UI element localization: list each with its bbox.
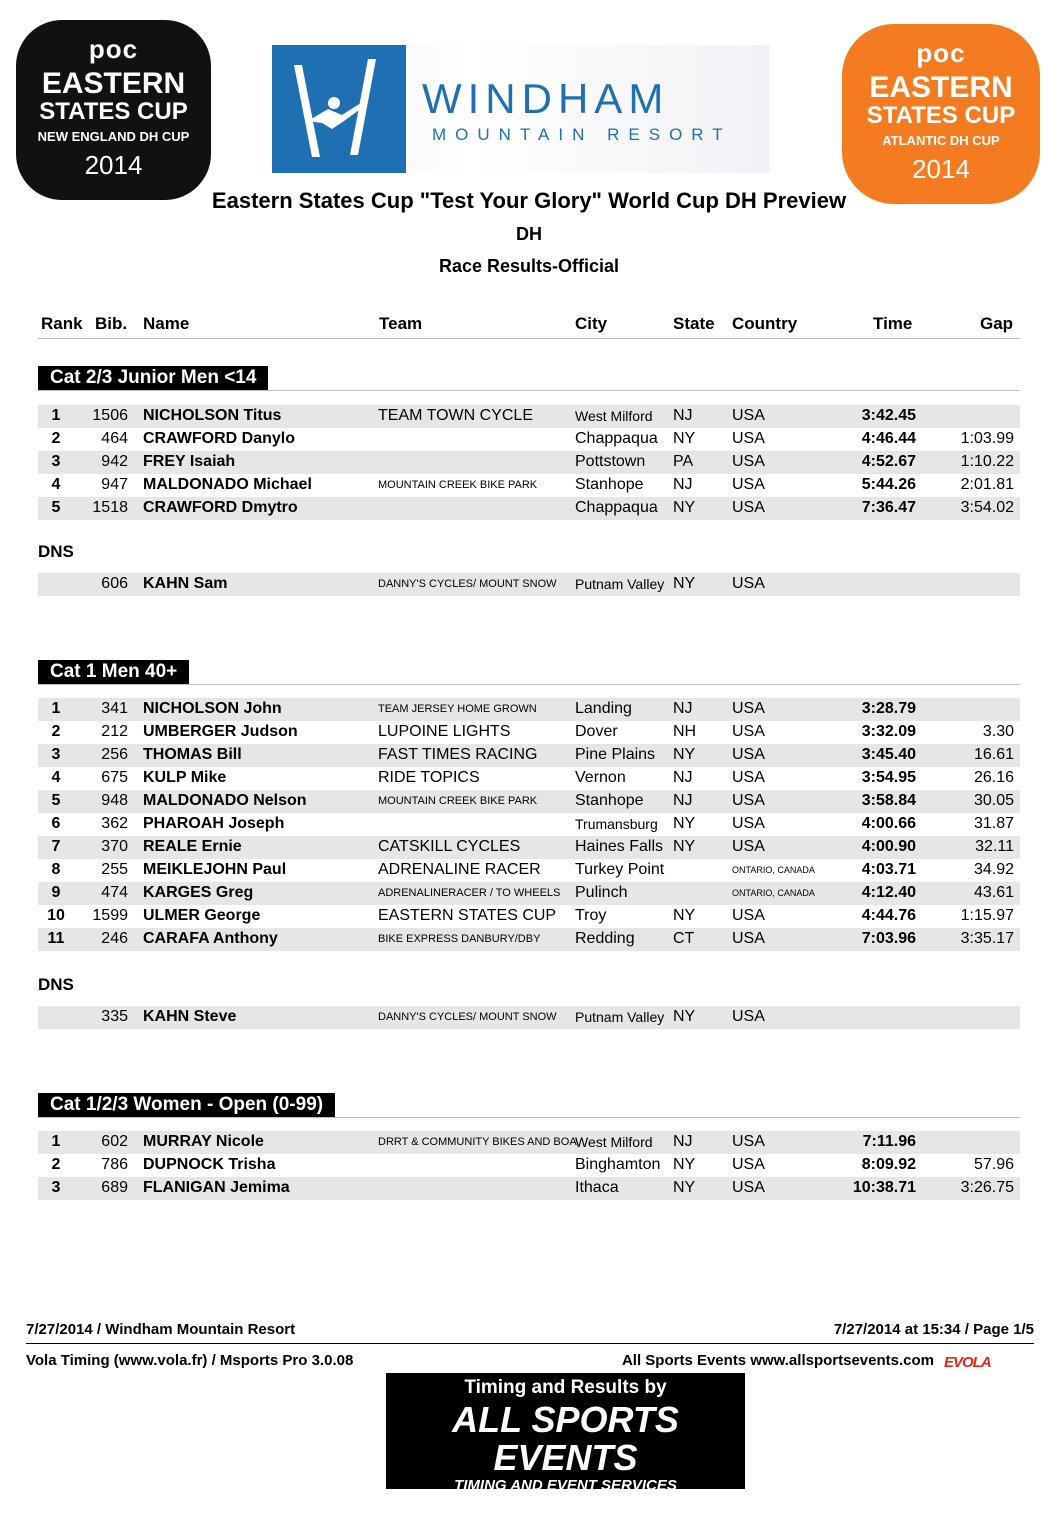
country-cell: USA bbox=[732, 930, 765, 947]
state-cell: NY bbox=[673, 838, 696, 855]
bib-cell: 948 bbox=[101, 792, 128, 809]
category-divider bbox=[38, 390, 1020, 391]
bib-cell: 1518 bbox=[92, 499, 128, 516]
country-cell: USA bbox=[732, 1179, 765, 1196]
city-cell: Turkey Point bbox=[575, 861, 665, 878]
category-divider bbox=[38, 1117, 1020, 1118]
rank-cell: 2 bbox=[51, 723, 61, 740]
country-cell: USA bbox=[732, 723, 765, 740]
time-cell: 4:00.90 bbox=[861, 838, 916, 855]
team-header: Team bbox=[379, 314, 423, 333]
state-cell: NY bbox=[673, 575, 696, 592]
windham-mountain-resort-logo: WINDHAM MOUNTAIN RESORT bbox=[272, 45, 770, 173]
team-cell: ADRENALINERACER / TO WHEELS bbox=[378, 887, 561, 899]
time-cell: 8:09.92 bbox=[861, 1156, 916, 1173]
team-cell: DANNY'S CYCLES/ MOUNT SNOW bbox=[378, 1011, 557, 1023]
city-cell: Haines Falls bbox=[575, 838, 664, 855]
poc-brand: poc bbox=[916, 38, 966, 68]
rank-cell: 3 bbox=[51, 453, 61, 470]
name-cell: CRAWFORD Danylo bbox=[143, 430, 295, 447]
name-cell: MALDONADO Nelson bbox=[143, 792, 307, 809]
table-row bbox=[38, 1131, 1020, 1154]
time-cell: 3:28.79 bbox=[861, 700, 916, 717]
team-cell: LUPOINE LIGHTS bbox=[378, 723, 511, 740]
city-cell: Stanhope bbox=[575, 792, 644, 809]
bib-cell: 786 bbox=[101, 1156, 128, 1173]
city-cell: Ithaca bbox=[575, 1179, 619, 1196]
country-cell: USA bbox=[732, 453, 765, 470]
all-sports-events-banner: Timing and Results by ALL SPORTS EVENTS TIMING AND EVENT SERVICES www.allsportsevents.com bbox=[386, 1373, 745, 1489]
country-cell: USA bbox=[732, 746, 765, 763]
skier-icon bbox=[272, 45, 406, 173]
city-cell: West Milford bbox=[575, 408, 653, 424]
team-cell: MOUNTAIN CREEK BIKE PARK bbox=[378, 479, 538, 491]
table-row bbox=[38, 474, 1020, 497]
name-cell: NICHOLSON Titus bbox=[143, 407, 282, 424]
city-cell: Putnam Valley bbox=[575, 576, 665, 592]
dns-label: DNS bbox=[38, 542, 74, 561]
gap-cell: 2:01.81 bbox=[960, 476, 1014, 493]
bib-cell: 256 bbox=[101, 746, 128, 763]
country-cell: USA bbox=[732, 575, 765, 592]
gap-cell: 26.16 bbox=[973, 769, 1014, 786]
rank-cell: 1 bbox=[51, 1133, 61, 1150]
category-title: Cat 1/2/3 Women - Open (0-99) bbox=[38, 1093, 335, 1117]
time-cell: 10:38.71 bbox=[852, 1179, 916, 1196]
rank-header: Rank bbox=[41, 314, 83, 333]
time-cell: 3:45.40 bbox=[861, 746, 916, 763]
state-cell: NY bbox=[673, 746, 696, 763]
bib-cell: 689 bbox=[101, 1179, 128, 1196]
team-cell: TEAM TOWN CYCLE bbox=[378, 407, 533, 424]
time-cell: 4:03.71 bbox=[861, 861, 916, 878]
team-cell: EASTERN STATES CUP bbox=[378, 907, 557, 924]
gap-cell: 3:26.75 bbox=[960, 1179, 1014, 1196]
city-cell: Pottstown bbox=[575, 453, 646, 470]
column-headers bbox=[38, 314, 1020, 339]
name-header: Name bbox=[143, 314, 190, 333]
rank-cell: 7 bbox=[51, 838, 61, 855]
country-cell: USA bbox=[732, 499, 765, 516]
city-cell: Pulinch bbox=[575, 884, 628, 901]
vola-logo: EVOLA bbox=[944, 1354, 991, 1371]
time-header: Time bbox=[873, 314, 913, 333]
gap-cell: 32.11 bbox=[975, 838, 1014, 855]
time-cell: 3:54.95 bbox=[861, 769, 916, 786]
table-row bbox=[38, 721, 1020, 744]
bib-cell: 675 bbox=[101, 769, 128, 786]
name-cell: FLANIGAN Jemima bbox=[143, 1179, 290, 1196]
team-cell: FAST TIMES RACING bbox=[378, 746, 538, 763]
rank-cell: 2 bbox=[51, 430, 61, 447]
city-cell: Dover bbox=[575, 723, 618, 740]
table-row bbox=[38, 790, 1020, 813]
bib-cell: 255 bbox=[101, 861, 128, 878]
time-cell: 3:58.84 bbox=[861, 792, 916, 809]
state-cell: NY bbox=[673, 815, 696, 832]
results-subtitle: Race Results-Official bbox=[438, 256, 620, 276]
country-cell: USA bbox=[732, 1156, 765, 1173]
rank-cell: 5 bbox=[51, 499, 61, 516]
gap-cell: 3:54.02 bbox=[960, 499, 1014, 516]
city-cell: West Milford bbox=[575, 1134, 653, 1150]
gap-cell: 57.96 bbox=[973, 1156, 1014, 1173]
name-cell: MURRAY Nicole bbox=[143, 1133, 264, 1150]
country-cell: USA bbox=[732, 407, 765, 424]
bib-cell: 1599 bbox=[92, 907, 128, 924]
country-header: Country bbox=[732, 314, 798, 333]
table-row bbox=[38, 928, 1020, 951]
city-cell: Redding bbox=[575, 930, 635, 947]
bib-cell: 362 bbox=[101, 815, 128, 832]
rank-cell: 9 bbox=[51, 884, 61, 901]
bib-cell: 370 bbox=[101, 838, 128, 855]
table-row bbox=[38, 882, 1020, 905]
rank-cell: 1 bbox=[51, 700, 61, 717]
rank-cell: 8 bbox=[51, 861, 61, 878]
footer-date-venue-text: 7/27/2014 / Windham Mountain Resort bbox=[26, 1321, 296, 1338]
team-cell: DANNY'S CYCLES/ MOUNT SNOW bbox=[378, 578, 557, 590]
state-cell: NY bbox=[673, 1179, 696, 1196]
footer-sponsor: All Sports Events www.allsportsevents.com bbox=[621, 1352, 934, 1369]
state-cell: NY bbox=[673, 499, 696, 516]
bib-cell: 474 bbox=[101, 884, 128, 901]
time-cell: 7:36.47 bbox=[861, 499, 916, 516]
name-cell: DUPNOCK Trisha bbox=[143, 1156, 276, 1173]
table-row bbox=[38, 1177, 1020, 1200]
country-cell: USA bbox=[732, 769, 765, 786]
gap-cell: 43.61 bbox=[973, 884, 1014, 901]
table-row bbox=[38, 905, 1020, 928]
footer-page-info: 7/27/2014 at 15:34 / Page 1/5 bbox=[833, 1321, 1034, 1338]
country-cell: USA bbox=[732, 907, 765, 924]
name-cell: REALE Ernie bbox=[143, 838, 242, 855]
bib-cell: 606 bbox=[101, 575, 128, 592]
city-cell: Trumansburg bbox=[575, 816, 658, 832]
time-cell: 4:00.66 bbox=[861, 815, 916, 832]
bib-cell: 942 bbox=[101, 453, 128, 470]
name-cell: KAHN Sam bbox=[143, 575, 228, 592]
category-divider bbox=[38, 684, 1020, 685]
category-title: Cat 2/3 Junior Men <14 bbox=[38, 366, 268, 390]
rank-cell: 2 bbox=[51, 1156, 61, 1173]
table-row bbox=[38, 497, 1020, 520]
team-cell: DRRT & COMMUNITY BIKES AND BOA bbox=[378, 1136, 577, 1148]
time-cell: 3:42.45 bbox=[861, 407, 916, 424]
country-cell: ONTARIO, CANADA bbox=[732, 865, 815, 875]
country-cell: USA bbox=[732, 700, 765, 717]
table-row bbox=[38, 1154, 1020, 1177]
city-header: City bbox=[575, 314, 608, 333]
gap-cell: 1:03.99 bbox=[960, 430, 1014, 447]
rank-cell: 4 bbox=[51, 769, 61, 786]
name-cell: PHAROAH Joseph bbox=[143, 815, 285, 832]
gap-cell: 16.61 bbox=[973, 746, 1014, 763]
country-cell: USA bbox=[732, 476, 765, 493]
dns-label: DNS bbox=[38, 975, 74, 994]
name-cell: UMBERGER Judson bbox=[143, 723, 298, 740]
name-cell: MEIKLEJOHN Paul bbox=[143, 861, 287, 878]
gap-cell: 30.05 bbox=[973, 792, 1014, 809]
country-cell: ONTARIO, CANADA bbox=[732, 888, 815, 898]
team-cell: ADRENALINE RACER bbox=[378, 861, 541, 878]
bib-cell: 602 bbox=[101, 1133, 128, 1150]
time-cell: 4:44.76 bbox=[861, 907, 916, 924]
footer-date-venue bbox=[26, 1321, 1034, 1344]
state-cell: NJ bbox=[673, 1133, 693, 1150]
country-cell: USA bbox=[732, 1008, 765, 1025]
bib-header: Bib. bbox=[95, 314, 128, 333]
city-cell: Putnam Valley bbox=[575, 1009, 665, 1025]
bib-cell: 341 bbox=[101, 700, 128, 717]
state-cell: NH bbox=[673, 723, 697, 740]
time-cell: 3:32.09 bbox=[861, 723, 916, 740]
time-cell: 7:11.96 bbox=[862, 1133, 916, 1150]
name-cell: FREY Isaiah bbox=[143, 453, 236, 470]
table-row bbox=[38, 405, 1020, 428]
gap-cell: 1:10.22 bbox=[960, 453, 1014, 470]
state-header: State bbox=[673, 314, 715, 333]
footer-software: Vola Timing (www.vola.fr) / Msports Pro 3.0.08 bbox=[26, 1352, 354, 1369]
rank-cell: 4 bbox=[51, 476, 61, 493]
table-row bbox=[38, 698, 1020, 721]
gap-cell: 31.87 bbox=[973, 815, 1014, 832]
bib-cell: 947 bbox=[101, 476, 128, 493]
state-cell: NJ bbox=[673, 700, 693, 717]
footer-timing-info bbox=[26, 1352, 1034, 1374]
poc-brand: poc bbox=[88, 34, 139, 64]
page-title: Eastern States Cup "Test Your Glory" World Cup DH Preview bbox=[211, 188, 847, 213]
rank-cell: 11 bbox=[47, 930, 65, 947]
team-cell: CATSKILL CYCLES bbox=[378, 838, 521, 855]
state-cell: NY bbox=[673, 907, 696, 924]
table-row bbox=[38, 1006, 1020, 1029]
eastern-states-cup-new-england-logo: poc EASTERN STATES CUP NEW ENGLAND DH CUP 2014 bbox=[16, 20, 211, 200]
name-cell: THOMAS Bill bbox=[143, 746, 242, 763]
table-row bbox=[38, 744, 1020, 767]
name-cell: MALDONADO Michael bbox=[143, 476, 312, 493]
city-cell: Chappaqua bbox=[575, 499, 658, 516]
gap-cell: 3.30 bbox=[982, 723, 1014, 740]
bib-cell: 1506 bbox=[92, 407, 128, 424]
state-cell: NJ bbox=[673, 407, 693, 424]
name-cell: CRAWFORD Dmytro bbox=[143, 499, 298, 516]
table-row bbox=[38, 836, 1020, 859]
time-cell: 4:52.67 bbox=[861, 453, 916, 470]
time-cell: 7:03.96 bbox=[861, 930, 916, 947]
state-cell: NJ bbox=[673, 792, 693, 809]
city-cell: Pine Plains bbox=[575, 746, 656, 763]
table-row bbox=[38, 767, 1020, 790]
gap-header: Gap bbox=[980, 314, 1014, 333]
gap-cell: 3:35.17 bbox=[960, 930, 1014, 947]
discipline-label: DH bbox=[516, 224, 542, 244]
table-row bbox=[38, 813, 1020, 836]
rank-cell: 10 bbox=[47, 907, 65, 924]
state-cell: NY bbox=[673, 430, 696, 447]
team-cell: MOUNTAIN CREEK BIKE PARK bbox=[378, 795, 538, 807]
category-title: Cat 1 Men 40+ bbox=[38, 660, 189, 684]
city-cell: Stanhope bbox=[575, 476, 644, 493]
table-row bbox=[38, 573, 1020, 596]
team-cell: BIKE EXPRESS DANBURY/DBY bbox=[378, 933, 541, 945]
country-cell: USA bbox=[732, 792, 765, 809]
bib-cell: 335 bbox=[101, 1008, 128, 1025]
bib-cell: 212 bbox=[101, 723, 128, 740]
country-cell: USA bbox=[732, 430, 765, 447]
name-cell: KAHN Steve bbox=[143, 1008, 237, 1025]
table-row bbox=[38, 428, 1020, 451]
team-cell: TEAM JERSEY HOME GROWN bbox=[378, 703, 537, 715]
name-cell: KULP Mike bbox=[143, 769, 227, 786]
name-cell: ULMER George bbox=[143, 907, 261, 924]
name-cell: KARGES Greg bbox=[143, 884, 254, 901]
eastern-states-cup-atlantic-logo: poc EASTERN STATES CUP ATLANTIC DH CUP 2014 bbox=[842, 24, 1040, 204]
country-cell: USA bbox=[732, 815, 765, 832]
bib-cell: 464 bbox=[101, 430, 128, 447]
rank-cell: 3 bbox=[51, 746, 61, 763]
city-cell: Landing bbox=[575, 700, 632, 717]
country-cell: USA bbox=[732, 1133, 765, 1150]
time-cell: 5:44.26 bbox=[861, 476, 916, 493]
bib-cell: 246 bbox=[101, 930, 128, 947]
state-cell: NJ bbox=[673, 476, 693, 493]
rank-cell: 3 bbox=[51, 1179, 61, 1196]
rank-cell: 5 bbox=[51, 792, 61, 809]
state-cell: NY bbox=[673, 1156, 696, 1173]
time-cell: 4:46.44 bbox=[861, 430, 916, 447]
team-cell: RIDE TOPICS bbox=[378, 769, 480, 786]
state-cell: NJ bbox=[673, 769, 693, 786]
state-cell: PA bbox=[673, 453, 694, 470]
city-cell: Troy bbox=[575, 907, 607, 924]
table-row bbox=[38, 451, 1020, 474]
country-cell: USA bbox=[732, 838, 765, 855]
city-cell: Vernon bbox=[575, 769, 626, 786]
city-cell: Chappaqua bbox=[575, 430, 658, 447]
time-cell: 4:12.40 bbox=[861, 884, 916, 901]
state-cell: CT bbox=[673, 930, 695, 947]
state-cell: NY bbox=[673, 1008, 696, 1025]
city-cell: Binghamton bbox=[575, 1156, 661, 1173]
rank-cell: 1 bbox=[51, 407, 61, 424]
gap-cell: 34.92 bbox=[973, 861, 1014, 878]
gap-cell: 1:15.97 bbox=[960, 907, 1014, 924]
name-cell: CARAFA Anthony bbox=[143, 930, 278, 947]
table-row bbox=[38, 859, 1020, 882]
name-cell: NICHOLSON John bbox=[143, 700, 282, 717]
rank-cell: 6 bbox=[51, 815, 61, 832]
